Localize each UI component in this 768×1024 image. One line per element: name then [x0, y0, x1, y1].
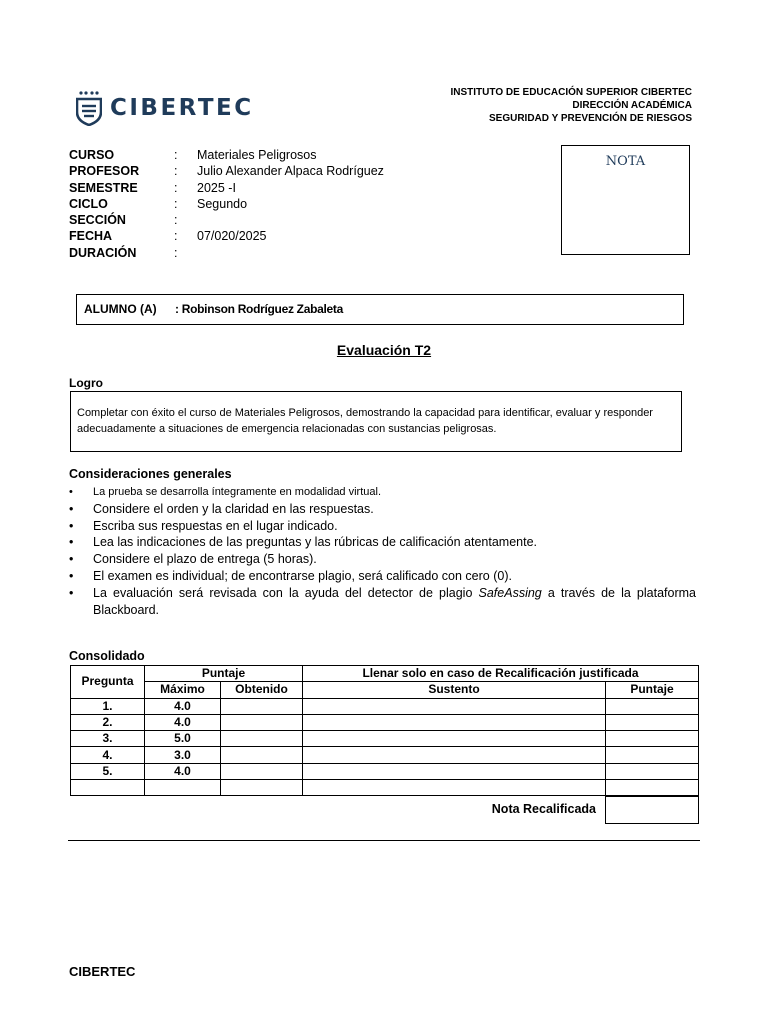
info-value: Segundo: [197, 196, 248, 211]
info-label: SECCIÓN: [69, 213, 126, 228]
considerations-list: [69, 484, 696, 618]
nota-recalificada-field[interactable]: [605, 796, 699, 824]
bullet-icon: •: [69, 552, 74, 567]
table-subheader-row: [71, 682, 699, 698]
table-row: [71, 747, 699, 763]
bullet-icon: •: [69, 535, 74, 550]
header-maximo: Máximo: [145, 682, 221, 698]
info-value: 07/020/2025: [197, 229, 267, 244]
course-info: [69, 147, 384, 261]
list-item: [69, 551, 696, 568]
table-row: [71, 714, 699, 730]
cell-pregunta: 1.: [71, 698, 145, 714]
bullet-icon: •: [69, 568, 74, 583]
cell-puntaje[interactable]: [606, 780, 699, 796]
cell-maximo: 4.0: [145, 714, 221, 730]
footer-brand: CIBERTEC: [69, 964, 136, 979]
info-label: PROFESOR: [69, 164, 140, 179]
divider: [68, 840, 700, 841]
cell-sustento[interactable]: [303, 731, 606, 747]
logo-wordmark: CIBERTEC: [110, 95, 254, 121]
bullet-icon: •: [69, 585, 74, 600]
cell-sustento[interactable]: [303, 714, 606, 730]
header-obtenido: Obtenido: [221, 682, 303, 698]
header-puntaje: Puntaje: [145, 666, 303, 682]
list-item-text: Considere el orden y la claridad en las respuestas.: [93, 501, 374, 516]
list-item-text: El examen es individual; de encontrarse plagio, será calificado con cero (0).: [93, 568, 512, 583]
cell-pregunta: [71, 780, 145, 796]
cell-pregunta: 2.: [71, 714, 145, 730]
list-item-text: Considere el plazo de entrega (5 horas).: [93, 552, 317, 567]
list-item-text: La evaluación será revisada con la ayuda del detector de plagio SafeAssing a través de la plataforma Blackboard.: [93, 585, 696, 617]
info-row-semestre: [69, 180, 384, 196]
cell-sustento[interactable]: [303, 763, 606, 779]
bullet-icon: •: [69, 486, 73, 498]
info-separator: :: [174, 196, 178, 211]
info-label: CICLO: [69, 196, 108, 211]
institution-name: INSTITUTO DE EDUCACIÓN SUPERIOR CIBERTEC: [450, 87, 692, 98]
info-row-fecha: [69, 228, 384, 244]
info-row-seccion: [69, 212, 384, 228]
cell-puntaje[interactable]: [606, 763, 699, 779]
cell-maximo: 4.0: [145, 698, 221, 714]
cell-obtenido[interactable]: [221, 747, 303, 763]
info-value: 2025 -I: [197, 180, 236, 195]
cell-puntaje[interactable]: [606, 698, 699, 714]
cell-puntaje[interactable]: [606, 714, 699, 730]
info-separator: :: [174, 164, 178, 179]
cell-obtenido[interactable]: [221, 780, 303, 796]
student-name: : Robinson Rodríguez Zabaleta: [175, 302, 343, 316]
cell-pregunta: 5.: [71, 763, 145, 779]
info-row-curso: [69, 147, 384, 163]
tool-name: SafeAssing: [478, 585, 542, 600]
list-item-text: Lea las indicaciones de las preguntas y las rúbricas de calificación atentamente.: [93, 535, 538, 550]
cell-sustento[interactable]: [303, 698, 606, 714]
list-item: [69, 534, 696, 551]
page-title: Evaluación T2: [336, 342, 432, 358]
info-value: Julio Alexander Alpaca Rodríguez: [197, 164, 384, 179]
cibertec-logo: [76, 90, 254, 126]
cell-obtenido[interactable]: [221, 731, 303, 747]
header-sustento: Sustento: [303, 682, 606, 698]
cell-maximo: [145, 780, 221, 796]
cell-obtenido[interactable]: [221, 714, 303, 730]
shield-icon: [76, 90, 102, 126]
header-pregunta: Pregunta: [71, 666, 145, 699]
cell-obtenido[interactable]: [221, 698, 303, 714]
table-row: [71, 731, 699, 747]
list-item: [69, 484, 696, 501]
nota-recalificada-label: Nota Recalificada: [491, 802, 596, 816]
logro-box: Completar con éxito el curso de Materiales Peligrosos, demostrando la capacidad para identificar, evaluar y responder adecuadamente a situaciones de emergencia relacionadas con sustancias peligrosas.: [70, 391, 682, 452]
header-recalificacion: Llenar solo en caso de Recalificación justificada: [303, 666, 699, 682]
student-box: [76, 294, 684, 325]
info-separator: :: [174, 148, 178, 162]
list-item: [69, 518, 696, 535]
nota-box[interactable]: [561, 145, 690, 255]
cell-sustento[interactable]: [303, 780, 606, 796]
institution-department: DIRECCIÓN ACADÉMICA: [572, 100, 692, 111]
info-row-profesor: [69, 163, 384, 179]
info-separator: :: [174, 229, 178, 244]
institution-header: [451, 86, 693, 125]
bullet-icon: •: [69, 501, 74, 516]
info-separator: :: [174, 245, 178, 260]
table-row: [71, 780, 699, 796]
bullet-icon: •: [69, 518, 74, 533]
info-separator: :: [174, 213, 178, 228]
table-header-row: [71, 666, 699, 682]
cell-sustento[interactable]: [303, 747, 606, 763]
considerations-heading: Consideraciones generales: [69, 467, 232, 481]
consolidado-table: [70, 665, 699, 796]
info-value: Materiales Peligrosos: [197, 148, 317, 162]
info-label: FECHA: [69, 229, 113, 244]
cell-pregunta: 3.: [71, 731, 145, 747]
institution-program: SEGURIDAD Y PREVENCIÓN DE RIESGOS: [488, 113, 692, 124]
list-item: [69, 501, 696, 518]
list-item: [69, 585, 696, 619]
info-label: SEMESTRE: [69, 180, 138, 195]
list-item: [69, 568, 696, 585]
list-item-text: La prueba se desarrolla íntegramente en modalidad virtual.: [93, 486, 382, 498]
logro-heading: Logro: [69, 376, 103, 390]
info-label: DURACIÓN: [69, 245, 137, 260]
info-row-ciclo: [69, 196, 384, 212]
info-separator: :: [174, 180, 178, 195]
cell-obtenido[interactable]: [221, 763, 303, 779]
student-label: ALUMNO (A): [84, 302, 157, 316]
consolidado-heading: Consolidado: [69, 649, 145, 663]
table-row: [71, 763, 699, 779]
info-row-duracion: [69, 245, 384, 261]
cell-pregunta: 4.: [71, 747, 145, 763]
header-puntaje-recal: Puntaje: [606, 682, 699, 698]
cell-puntaje[interactable]: [606, 731, 699, 747]
cell-maximo: 5.0: [145, 731, 221, 747]
nota-label: NOTA: [605, 154, 646, 169]
list-item-text: Escriba sus respuestas en el lugar indicado.: [93, 518, 338, 533]
info-label: CURSO: [69, 148, 115, 162]
cell-maximo: 4.0: [145, 763, 221, 779]
cell-maximo: 3.0: [145, 747, 221, 763]
cell-puntaje[interactable]: [606, 747, 699, 763]
table-row: [71, 698, 699, 714]
